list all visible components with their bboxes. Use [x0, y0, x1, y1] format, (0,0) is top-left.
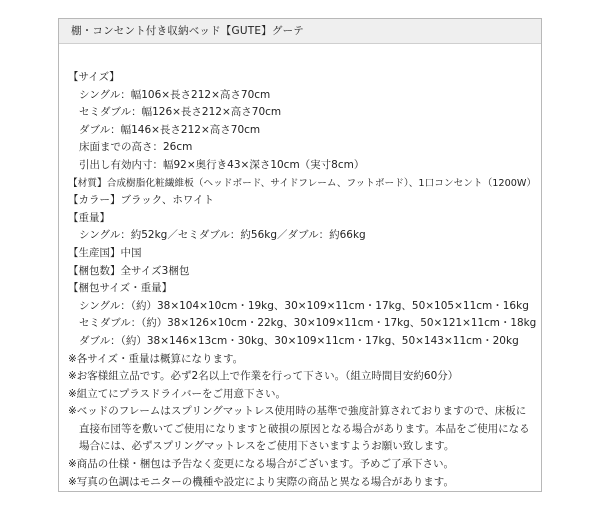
material: 【材質】合成樹脂化粧繊維板（ヘッドボード、サイドフレーム、フットボード）、1口コンセント（1200W）	[68, 177, 537, 189]
spec-panel	[58, 18, 542, 492]
note-screwdriver: ※組立てにプラスドライバーをご用意下さい。	[68, 387, 286, 400]
country-of-origin: 【生産国】中国	[68, 246, 142, 259]
package-double: ダブル：（約）38×146×13cm・30kg、30×109×11cm・17kg、50×143×11cm・20kg	[79, 334, 519, 347]
size-double: ダブル：幅146×長さ212×高さ70cm	[79, 123, 261, 136]
package-size-heading: 【梱包サイズ・重量】	[68, 282, 173, 295]
floor-height: 床面までの高さ：26cm	[79, 141, 193, 154]
note-frame-line2: 直接布団等を敷いてご使用になりますと破損の原因となる場合があります。本品をご使用になる	[79, 422, 530, 435]
note-approx: ※各サイズ・重量は概算になります。	[68, 352, 244, 365]
weight-heading: 【重量】	[68, 211, 110, 224]
package-semidouble: セミダブル：（約）38×126×10cm・22kg、30×109×11cm・17kg、50×121×11cm・18kg	[79, 317, 537, 330]
package-count: 【梱包数】全サイズ3梱包	[68, 264, 190, 277]
size-heading: 【サイズ】	[68, 71, 120, 83]
weight-values: シングル：約52kg／セミダブル：約56kg／ダブル：約66kg	[79, 229, 366, 242]
spec-body	[59, 44, 541, 491]
note-frame-line3: 場合には、必ずスプリングマットレスをご使用下さいますようお願い致します。	[79, 440, 455, 453]
product-title: 棚・コンセント付き収納ベッド【GUTE】グーテ	[59, 19, 541, 44]
drawer-inner-size: 引出し有効内寸：幅92×奥行き43×深さ10cm（実寸8cm）	[79, 158, 365, 171]
note-frame-line1: ※ベッドのフレームはスプリングマットレス使用時の基準で強度計算されておりますので、床板に	[68, 405, 527, 418]
size-single: シングル：幅106×長さ212×高さ70cm	[79, 88, 271, 101]
color: 【カラー】ブラック、ホワイト	[68, 194, 215, 207]
note-photo-color: ※写真の色調はモニターの機種や設定により実際の商品と異なる場合があります。	[68, 475, 454, 488]
size-semidouble: セミダブル：幅126×長さ212×高さ70cm	[79, 106, 282, 119]
package-single: シングル：（約）38×104×10cm・19kg、30×109×11cm・17kg、50×105×11cm・16kg	[79, 299, 529, 312]
note-assembly: ※お客様組立品です。必ず2名以上で作業を行って下さい。（組立時間目安約60分）	[68, 370, 459, 383]
note-spec-change: ※商品の仕様・梱包は予告なく変更になる場合がございます。予めご了承下さい。	[68, 458, 454, 471]
